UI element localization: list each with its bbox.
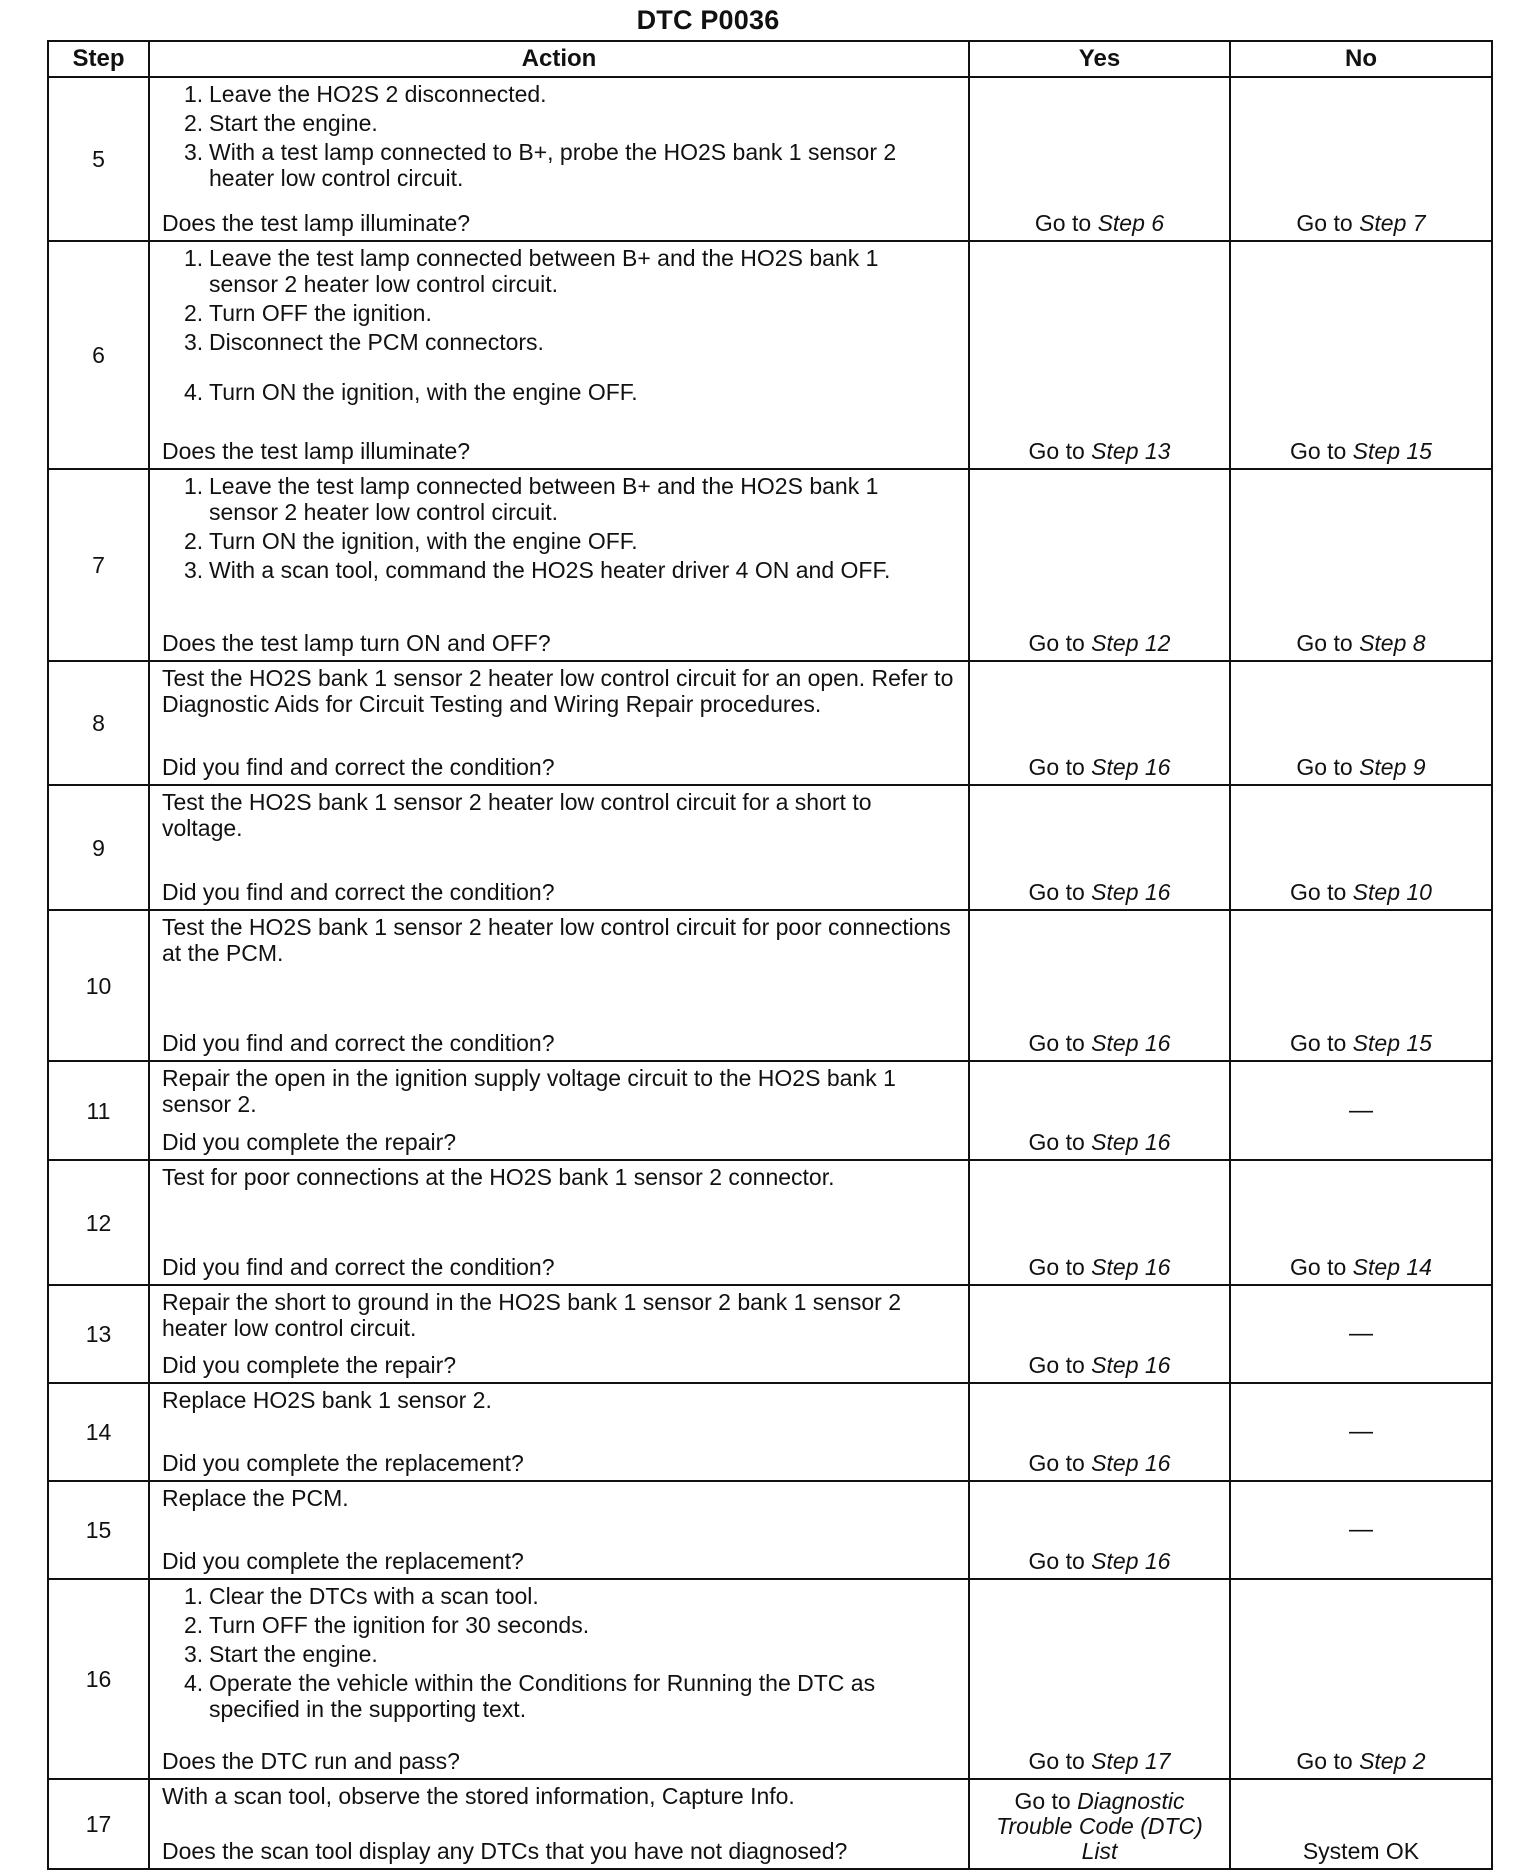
yes-prefix: Go to (1028, 1352, 1092, 1378)
table-row (48, 1061, 1492, 1160)
action-content (162, 914, 958, 1056)
header-step: Step (48, 41, 149, 77)
action-cell (149, 1779, 969, 1869)
action-content (162, 1289, 958, 1378)
yes-step-link[interactable]: Step 12 (1091, 630, 1171, 656)
action-content (162, 473, 958, 656)
no-step-link[interactable]: Step 8 (1359, 630, 1426, 656)
action-cell (149, 1160, 969, 1285)
yes-step-link[interactable]: Step 6 (1097, 210, 1165, 236)
table-row (48, 1383, 1492, 1481)
yes-prefix: Go to (1028, 1450, 1092, 1476)
page-title: DTC P0036 (636, 5, 780, 35)
action-instructions (162, 1289, 958, 1350)
action-content (162, 1387, 958, 1476)
yes-prefix: Go to (1028, 1548, 1092, 1574)
instruction-number: 1. (184, 245, 204, 271)
instruction-text: Leave the test lamp connected between B+ and the HO2S bank 1 sensor 2 heater low control circuit. (209, 473, 879, 525)
no-cell: System OK (1230, 1779, 1492, 1869)
action-instructions (162, 1485, 958, 1546)
yes-step-link[interactable]: Step 16 (1091, 1129, 1171, 1155)
action-question: Did you complete the replacement? (162, 1450, 524, 1476)
step-number: 16 (48, 1579, 149, 1779)
yes-step-link[interactable]: Step 16 (1091, 1450, 1171, 1476)
table-body (48, 77, 1492, 1869)
action-instructions (162, 473, 958, 628)
yes-prefix: Go to (1028, 1129, 1092, 1155)
table-row (48, 1579, 1492, 1779)
table-row (48, 1160, 1492, 1285)
instruction-number: 1. (184, 1583, 204, 1609)
no-cell (1230, 77, 1492, 241)
step-number: 12 (48, 1160, 149, 1285)
action-content (162, 1583, 958, 1774)
instruction-number: 4. (184, 379, 204, 405)
no-step-link[interactable]: Step 9 (1359, 754, 1426, 780)
action-instructions (162, 1164, 958, 1252)
yes-cell (969, 1160, 1230, 1285)
action-question: Did you find and correct the condition? (162, 879, 555, 905)
yes-cell (969, 241, 1230, 469)
action-instructions (162, 789, 958, 877)
yes-prefix: Go to (1028, 754, 1092, 780)
header-no: No (1230, 41, 1492, 77)
yes-prefix: Go to (1028, 1030, 1092, 1056)
instruction-text: Disconnect the PCM connectors. (209, 329, 544, 355)
instruction-text: Test the HO2S bank 1 sensor 2 heater low control circuit for an open. Refer to Diagnostic Aids for Circuit Testing and Wiring Repair procedures. (162, 665, 954, 717)
yes-cell (969, 910, 1230, 1061)
instruction-item (162, 81, 958, 107)
action-question: Did you complete the replacement? (162, 1548, 524, 1574)
yes-cell (969, 1481, 1230, 1579)
action-question: Did you find and correct the condition? (162, 754, 555, 780)
instruction-item (162, 528, 958, 554)
instruction-text: With a test lamp connected to B+, probe the HO2S bank 1 sensor 2 heater low control circuit. (209, 139, 897, 191)
action-instructions (162, 914, 958, 1028)
yes-prefix: Go to (1028, 438, 1092, 464)
header-action: Action (149, 41, 969, 77)
yes-cell (969, 469, 1230, 661)
yes-cell (969, 1285, 1230, 1383)
action-question: Did you find and correct the condition? (162, 1030, 555, 1056)
no-cell-dash: — (1230, 1383, 1492, 1481)
action-content (162, 1065, 958, 1155)
yes-step-link[interactable]: Step 17 (1091, 1748, 1171, 1774)
no-cell (1230, 785, 1492, 910)
step-number: 13 (48, 1285, 149, 1383)
instruction-item (162, 1670, 958, 1722)
instruction-number: 2. (184, 1612, 204, 1638)
instruction-item (162, 245, 958, 297)
step-number: 17 (48, 1779, 149, 1869)
no-prefix: Go to (1290, 879, 1353, 905)
instruction-number: 2. (184, 300, 204, 326)
instruction-text: Turn OFF the ignition. (209, 300, 432, 326)
no-cell-dash: — (1230, 1061, 1492, 1160)
no-cell (1230, 661, 1492, 785)
instruction-text: Turn ON the ignition, with the engine OFF. (209, 379, 638, 405)
yes-step-link[interactable]: Step 16 (1091, 1030, 1171, 1056)
yes-cell (969, 1579, 1230, 1779)
instruction-number: 1. (184, 473, 204, 499)
instruction-text: Replace HO2S bank 1 sensor 2. (162, 1387, 492, 1413)
action-instructions (162, 665, 958, 752)
step-number: 15 (48, 1481, 149, 1579)
no-cell (1230, 1160, 1492, 1285)
action-question: Did you find and correct the condition? (162, 1254, 555, 1280)
action-content (162, 789, 958, 905)
action-instructions (162, 1783, 958, 1836)
instruction-item (162, 329, 958, 355)
yes-step-link[interactable]: Step 16 (1091, 1254, 1171, 1280)
instruction-number: 3. (184, 557, 204, 583)
action-cell (149, 241, 969, 469)
instruction-text: Turn OFF the ignition for 30 seconds. (209, 1612, 590, 1638)
action-cell (149, 1481, 969, 1579)
action-cell (149, 1285, 969, 1383)
instruction-list (162, 245, 958, 405)
no-cell-dash: — (1230, 1481, 1492, 1579)
action-cell (149, 1383, 969, 1481)
instruction-item (162, 300, 958, 326)
instruction-text: Operate the vehicle within the Conditions for Running the DTC as specified in the supporting text. (209, 1670, 876, 1722)
action-instructions (162, 1387, 958, 1448)
action-instructions (162, 1065, 958, 1127)
action-content (162, 81, 958, 236)
no-prefix: Go to (1296, 210, 1360, 236)
yes-cell (969, 785, 1230, 910)
no-step-link[interactable]: Step 15 (1352, 1030, 1432, 1056)
instruction-list (162, 473, 958, 583)
dtc-diagnostic-table (47, 40, 1493, 1870)
no-step-link[interactable]: Step 15 (1352, 438, 1432, 464)
no-cell (1230, 1579, 1492, 1779)
instruction-text: Test the HO2S bank 1 sensor 2 heater low control circuit for poor connections at the PCM. (162, 914, 951, 966)
action-cell (149, 1579, 969, 1779)
table-row (48, 1779, 1492, 1869)
instruction-number: 3. (184, 139, 204, 165)
action-instructions (162, 81, 958, 208)
action-question: Does the scan tool display any DTCs that you have not diagnosed? (162, 1838, 848, 1864)
no-step-link[interactable]: Step 10 (1352, 879, 1432, 905)
yes-prefix: Go to (1028, 1254, 1092, 1280)
yes-step-link[interactable]: Step 16 (1091, 754, 1171, 780)
yes-step-link[interactable]: Step 16 (1091, 1548, 1171, 1574)
action-question: Did you complete the repair? (162, 1352, 457, 1378)
instruction-item (162, 110, 958, 136)
action-cell (149, 77, 969, 241)
no-prefix: Go to (1296, 754, 1360, 780)
table-header-row (48, 41, 1492, 77)
instruction-text: Clear the DTCs with a scan tool. (209, 1583, 539, 1609)
action-question: Does the test lamp turn ON and OFF? (162, 630, 551, 656)
action-cell (149, 785, 969, 910)
action-content (162, 1164, 958, 1280)
yes-step-link[interactable]: Step 16 (1091, 879, 1171, 905)
yes-step-link[interactable]: Step 16 (1091, 1352, 1171, 1378)
instruction-text: Repair the short to ground in the HO2S bank 1 sensor 2 bank 1 sensor 2 heater low control circuit. (162, 1289, 901, 1341)
no-prefix: Go to (1290, 438, 1353, 464)
no-step-link[interactable]: Step 7 (1359, 210, 1426, 236)
no-step-link[interactable]: Step 14 (1352, 1254, 1432, 1280)
action-content (162, 1783, 958, 1864)
action-cell (149, 1061, 969, 1160)
table-row (48, 469, 1492, 661)
instruction-number: 2. (184, 110, 204, 136)
instruction-number: 3. (184, 329, 204, 355)
table-row (48, 1481, 1492, 1579)
yes-cell (969, 1061, 1230, 1160)
action-content (162, 1485, 958, 1574)
step-number: 6 (48, 241, 149, 469)
instruction-text: Repair the open in the ignition supply voltage circuit to the HO2S bank 1 sensor 2. (162, 1065, 896, 1117)
yes-cell (969, 1779, 1230, 1869)
instruction-number: 4. (184, 1670, 204, 1696)
action-question: Does the test lamp illuminate? (162, 438, 471, 464)
table-row (48, 661, 1492, 785)
yes-cell (969, 77, 1230, 241)
instruction-text: Replace the PCM. (162, 1485, 349, 1511)
action-content (162, 665, 958, 780)
instruction-text: With a scan tool, command the HO2S heater driver 4 ON and OFF. (209, 557, 891, 583)
table-row (48, 910, 1492, 1061)
action-cell (149, 661, 969, 785)
instruction-item (162, 1612, 958, 1638)
action-question: Did you complete the repair? (162, 1129, 457, 1155)
yes-cell (969, 1383, 1230, 1481)
instruction-text: Test for poor connections at the HO2S bank 1 sensor 2 connector. (162, 1164, 835, 1190)
yes-cell (969, 661, 1230, 785)
action-instructions (162, 245, 958, 436)
step-number: 9 (48, 785, 149, 910)
instruction-text: Test the HO2S bank 1 sensor 2 heater low control circuit for a short to voltage. (162, 789, 872, 841)
step-number: 11 (48, 1061, 149, 1160)
instruction-text: Leave the HO2S 2 disconnected. (209, 81, 547, 107)
no-cell (1230, 241, 1492, 469)
table-row (48, 241, 1492, 469)
step-number: 14 (48, 1383, 149, 1481)
instruction-number: 2. (184, 528, 204, 554)
action-question: Does the DTC run and pass? (162, 1748, 460, 1774)
yes-prefix: Go to (1028, 630, 1092, 656)
step-number: 8 (48, 661, 149, 785)
header-yes: Yes (969, 41, 1230, 77)
instruction-item (162, 473, 958, 525)
instruction-text: With a scan tool, observe the stored information, Capture Info. (162, 1783, 795, 1809)
no-cell (1230, 469, 1492, 661)
no-cell (1230, 910, 1492, 1061)
yes-step-link[interactable]: Diagnostic Trouble Code (DTC) List (996, 1788, 1203, 1864)
no-prefix: Go to (1296, 630, 1360, 656)
instruction-list (162, 1583, 958, 1722)
instruction-text: Start the engine. (209, 110, 378, 136)
action-cell (149, 469, 969, 661)
instruction-text: Leave the test lamp connected between B+ and the HO2S bank 1 sensor 2 heater low control circuit. (209, 245, 879, 297)
instruction-text: Start the engine. (209, 1641, 378, 1667)
step-number: 5 (48, 77, 149, 241)
table-row (48, 1285, 1492, 1383)
instruction-text: Turn ON the ignition, with the engine OFF. (209, 528, 638, 554)
action-cell (149, 910, 969, 1061)
instruction-item (162, 1583, 958, 1609)
no-prefix: Go to (1290, 1254, 1353, 1280)
no-prefix: Go to (1296, 1748, 1360, 1774)
no-cell-dash: — (1230, 1285, 1492, 1383)
instruction-item (162, 139, 958, 191)
step-number: 10 (48, 910, 149, 1061)
action-instructions (162, 1583, 958, 1746)
instruction-item (162, 379, 958, 405)
instruction-item (162, 1641, 958, 1667)
no-step-link[interactable]: Step 2 (1359, 1748, 1426, 1774)
yes-prefix: Go to (1014, 1788, 1078, 1814)
action-question: Does the test lamp illuminate? (162, 210, 471, 236)
table-row (48, 77, 1492, 241)
yes-prefix: Go to (1028, 879, 1092, 905)
step-number: 7 (48, 469, 149, 661)
no-prefix: Go to (1290, 1030, 1353, 1056)
yes-step-link[interactable]: Step 13 (1091, 438, 1171, 464)
yes-prefix: Go to (1028, 1748, 1092, 1774)
yes-prefix: Go to (1034, 210, 1098, 236)
instruction-item (162, 557, 958, 583)
action-content (162, 245, 958, 464)
instruction-list (162, 81, 958, 191)
table-row (48, 785, 1492, 910)
instruction-number: 1. (184, 81, 204, 107)
instruction-number: 3. (184, 1641, 204, 1667)
